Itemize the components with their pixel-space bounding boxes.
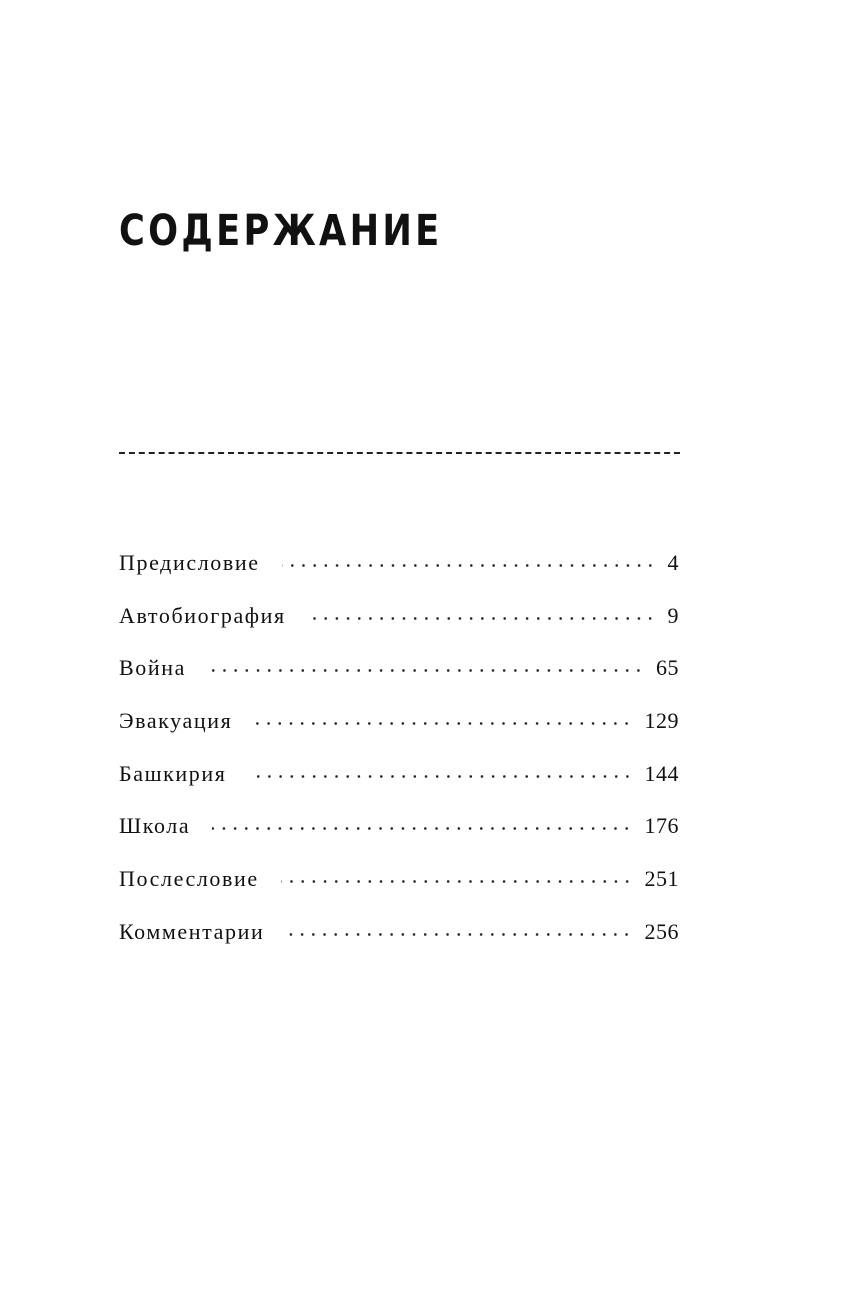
- dot-leader: [254, 722, 632, 725]
- page-title: СОДЕРЖАНИЕ: [119, 206, 443, 256]
- toc-entry-page-number: 129: [644, 708, 679, 734]
- dot-leader: [308, 617, 656, 620]
- toc-entry-preface[interactable]: [119, 550, 679, 603]
- toc-entry-page-number: 144: [644, 760, 679, 786]
- toc-entry-bashkiria[interactable]: [119, 761, 679, 814]
- toc-entry-label: Комментарии: [119, 918, 265, 944]
- toc-entry-page-number: 65: [656, 655, 679, 681]
- toc-entry-autobiography[interactable]: [119, 603, 679, 656]
- toc-entry-page-number: 256: [644, 918, 679, 944]
- toc-entry-label: Автобиография: [119, 602, 286, 628]
- toc-entry-evacuation[interactable]: [119, 708, 679, 761]
- toc-entry-label: Послесловие: [119, 866, 259, 892]
- dot-leader: [208, 669, 644, 672]
- toc-entry-label: Предисловие: [119, 550, 260, 575]
- toc-entry-label: Башкирия: [119, 760, 227, 786]
- toc-entry-page-number: 9: [667, 602, 679, 628]
- toc-entry-commentary[interactable]: [119, 919, 679, 972]
- dashed-divider: [119, 452, 680, 454]
- toc-entry-page-number: 251: [644, 866, 679, 892]
- toc-entry-label: Школа: [119, 813, 191, 839]
- toc-entry-label: Война: [119, 655, 186, 681]
- dot-leader: [282, 564, 656, 567]
- toc-entry-label: Эвакуация: [119, 708, 233, 734]
- dot-leader: [286, 933, 632, 936]
- dot-leader: [281, 880, 633, 883]
- toc-entry-page-number: 176: [644, 813, 679, 839]
- toc-entry-page-number: 4: [667, 550, 679, 575]
- toc-entry-war[interactable]: [119, 655, 679, 708]
- dot-leader: [212, 827, 632, 830]
- toc-entry-school[interactable]: [119, 813, 679, 866]
- toc-entry-afterword[interactable]: [119, 866, 679, 919]
- dot-leader: [249, 775, 633, 778]
- table-of-contents: [119, 550, 679, 972]
